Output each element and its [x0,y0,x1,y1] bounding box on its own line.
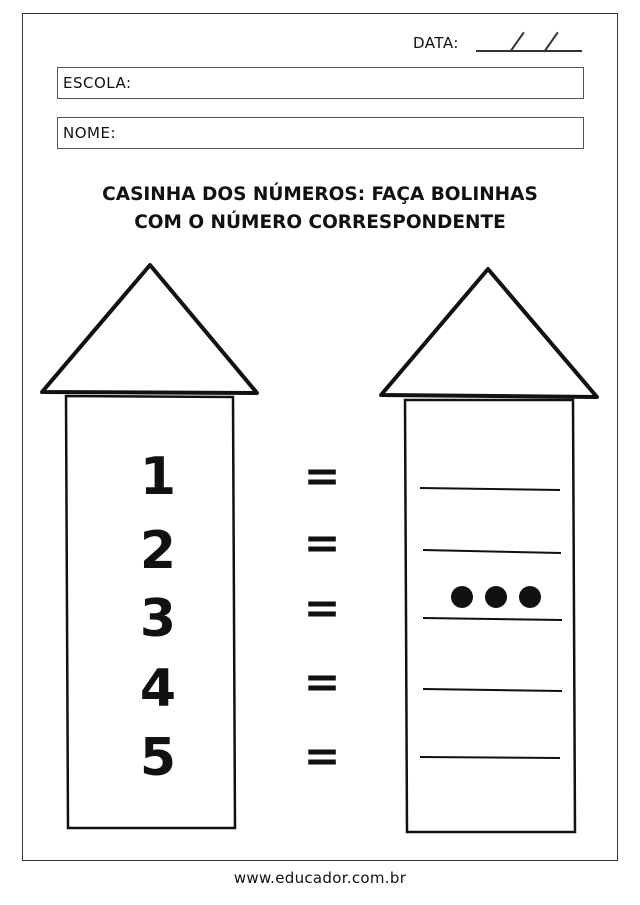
equals-sign-3: = [303,583,341,634]
example-dot-2 [485,586,507,608]
number-4: 4 [139,659,177,719]
answer-line-2[interactable] [423,550,561,553]
answer-line-4[interactable] [423,689,562,691]
example-dot-1 [451,586,473,608]
number-5: 5 [139,728,177,788]
number-1: 1 [139,447,177,507]
number-3: 3 [139,589,177,649]
worksheet-title-line1: CASINHA DOS NÚMEROS: FAÇA BOLINHAS [102,184,538,205]
answer-line-5[interactable] [420,757,560,758]
equals-sign-4: = [303,657,341,708]
answer-line-1[interactable] [420,488,560,490]
equals-sign-5: = [303,731,341,782]
right-house-body [405,400,575,832]
number-2: 2 [139,521,177,581]
example-dot-3 [519,586,541,608]
name-label: NOME: [63,124,117,142]
date-label: DATA: [413,34,459,52]
equals-sign-1: = [303,451,341,502]
school-label: ESCOLA: [63,74,132,92]
right-house-roof [381,269,597,397]
worksheet-title-line2: COM O NÚMERO CORRESPONDENTE [134,212,506,233]
equals-sign-2: = [303,518,341,569]
footer-website: www.educador.com.br [233,869,407,887]
answer-line-3[interactable] [423,618,562,620]
left-house-roof [42,265,257,393]
